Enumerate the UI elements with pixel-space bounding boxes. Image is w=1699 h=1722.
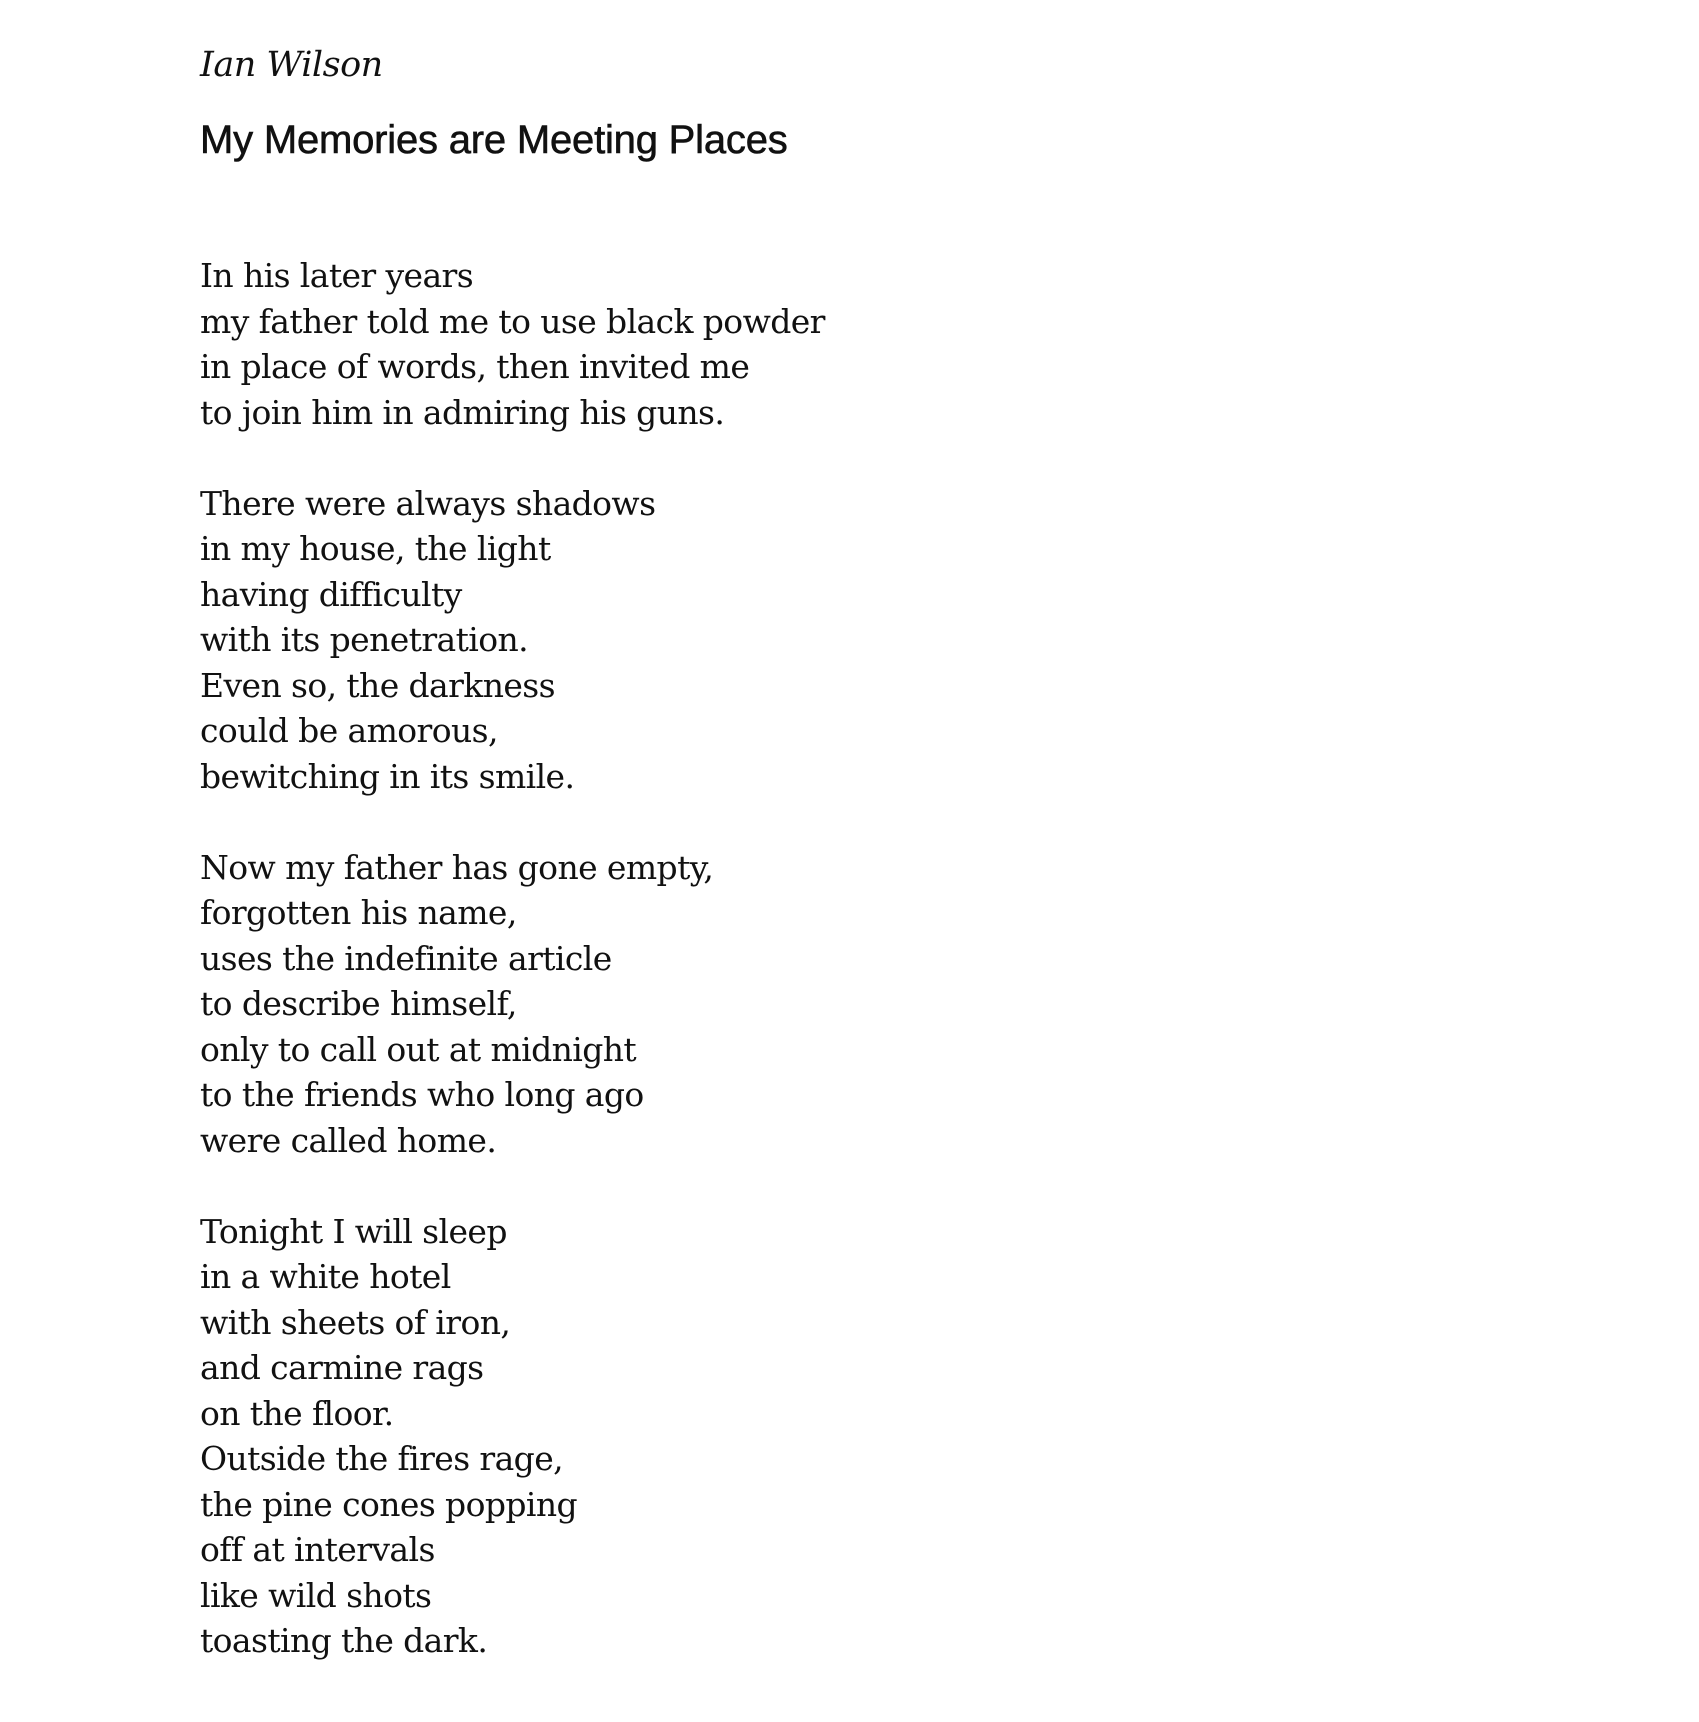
poem-title: My Memories are Meeting Places <box>200 118 788 162</box>
poem-line: to the friends who long ago <box>200 1075 644 1114</box>
poem-line: having difficulty <box>200 574 462 614</box>
poem-line: forgotten his name, <box>200 893 517 932</box>
poem-line: with sheets of iron, <box>200 1302 511 1342</box>
poem-line: only to call out at midnight <box>200 1029 637 1069</box>
poem-line: Now my father has gone empty, <box>200 847 714 887</box>
poem-line: in my house, the light <box>200 529 551 568</box>
poem-line: could be amorous, <box>200 711 498 750</box>
poem-line: toasting the dark. <box>200 1621 488 1660</box>
stanza-4 <box>200 1209 825 1664</box>
poem-line: with its penetration. <box>200 620 529 659</box>
author-name: Ian Wilson <box>200 45 383 85</box>
poem-line: the pine cones popping <box>200 1484 578 1524</box>
poem-line: my father told me to use black powder <box>200 301 825 341</box>
poem-line: Even so, the darkness <box>200 665 555 705</box>
poem-line: were called home. <box>200 1120 497 1160</box>
poem-line: in place of words, then invited me <box>200 347 750 386</box>
poem-line: There were always shadows <box>200 483 656 523</box>
poem-line: uses the indefinite article <box>200 938 612 978</box>
poem-line: to describe himself, <box>200 984 517 1023</box>
poem-line: in a white hotel <box>200 1257 451 1296</box>
poem-line: Tonight I will sleep <box>200 1211 507 1251</box>
stanza-2 <box>200 481 825 800</box>
poem-line: and carmine rags <box>200 1348 484 1387</box>
stanza-3 <box>200 845 825 1164</box>
poem-line: In his later years <box>200 256 474 295</box>
poem-line: like wild shots <box>200 1575 432 1615</box>
poem-line: to join him in admiring his guns. <box>200 392 725 432</box>
poem-line: Outside the fires rage, <box>200 1439 564 1478</box>
stanza-1 <box>200 253 825 435</box>
poem-body <box>200 253 825 1664</box>
poem-line: on the floor. <box>200 1393 394 1433</box>
poem-line: off at intervals <box>200 1530 435 1569</box>
poem-line: bewitching in its smile. <box>200 756 575 796</box>
